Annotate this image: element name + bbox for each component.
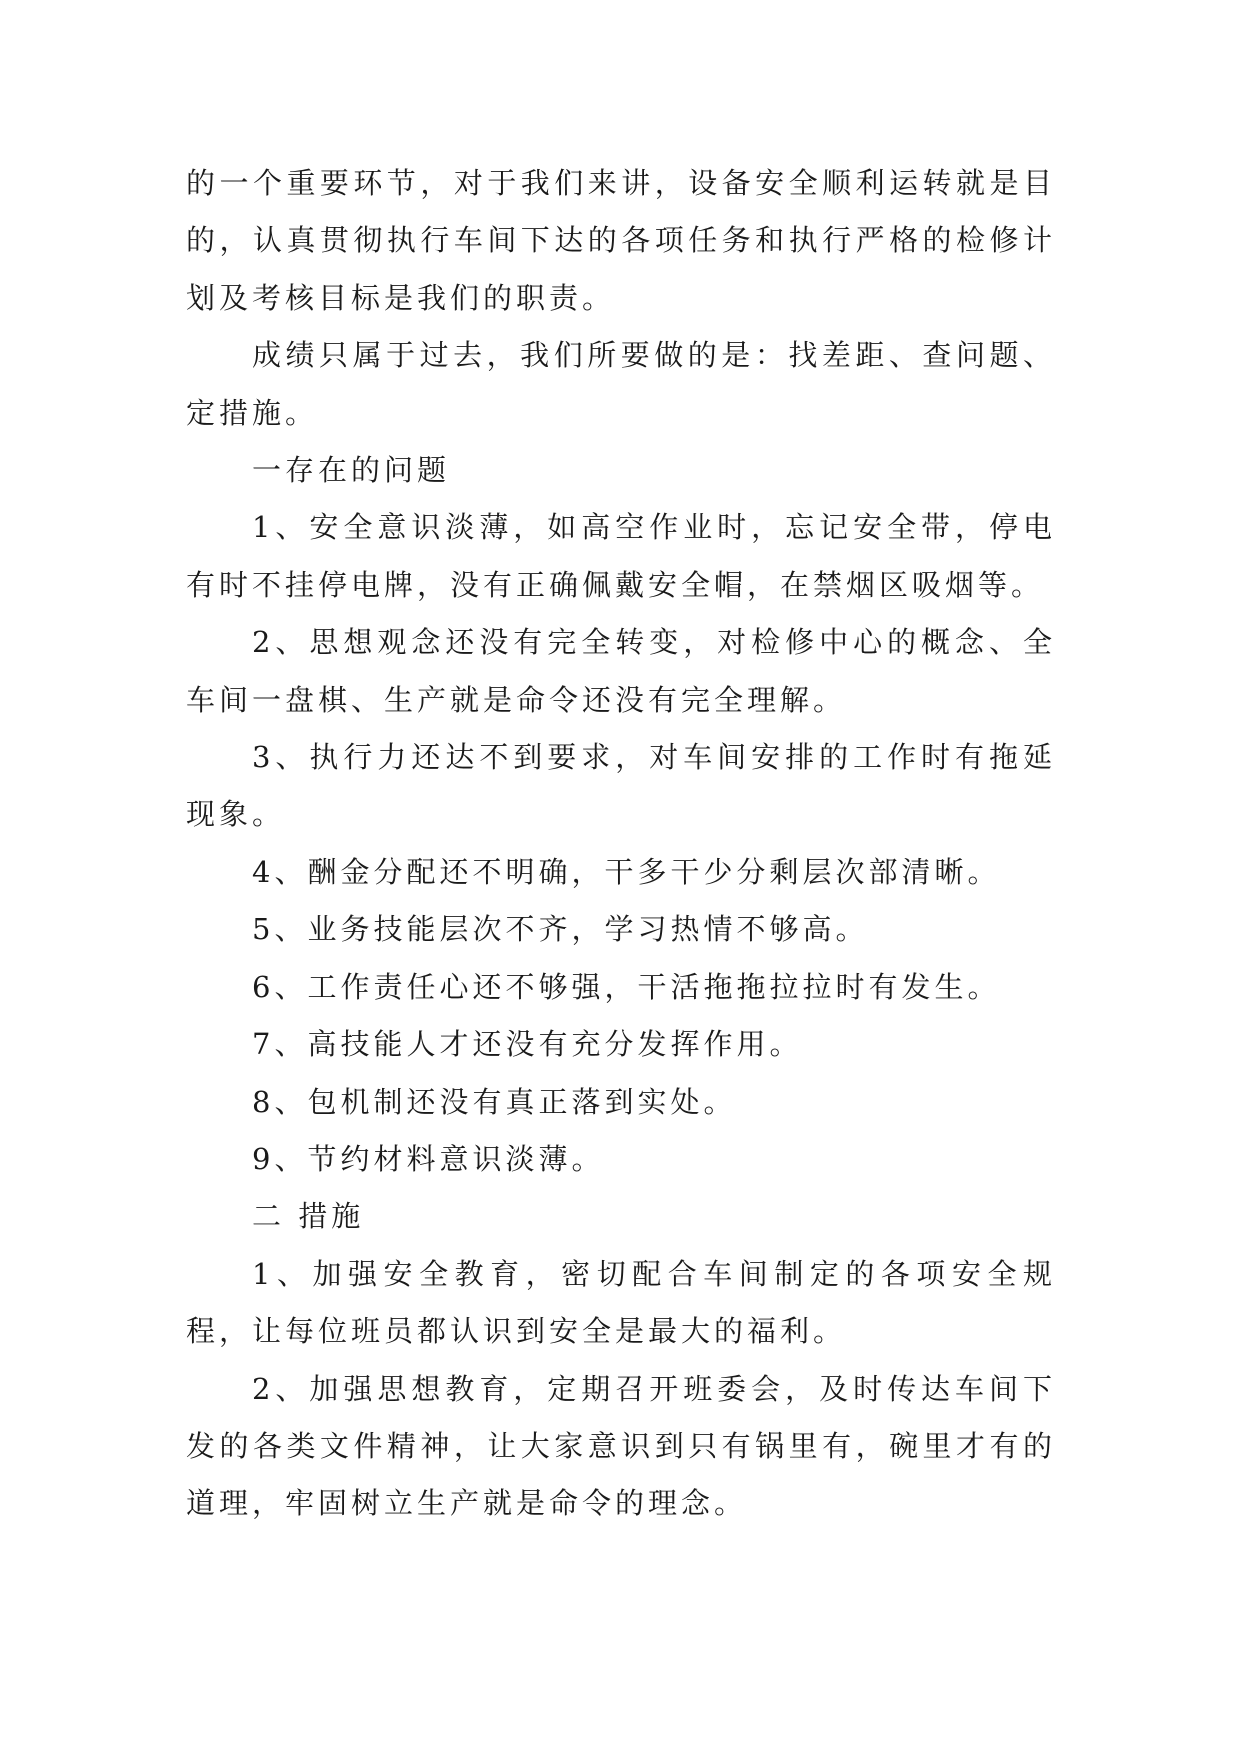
section-heading-problems: 一存在的问题 xyxy=(252,453,451,488)
problem-item-1: 1、安全意识淡薄，如高空作业时，忘记安全带，停电有时不挂停电牌，没有正确佩戴安全帽，在禁烟区吸烟等。 xyxy=(186,510,1056,602)
problem-item-2: 2、思想观念还没有完全转变，对检修中心的概念、全车间一盘棋、生产就是命令还没有完全理解。 xyxy=(186,625,1056,717)
problem-item-5: 5、业务技能层次不齐，学习热情不够高。 xyxy=(252,912,869,947)
problem-item-8: 8、包机制还没有真正落到实处。 xyxy=(252,1084,737,1119)
paragraph-summary: 成绩只属于过去，我们所要做的是：找差距、查问题、定措施。 xyxy=(186,338,1056,430)
problem-item-6: 6、工作责任心还不够强，干活拖拖拉拉时有发生。 xyxy=(252,969,1001,1004)
measure-item-1: 1、加强安全教育，密切配合车间制定的各项安全规程，让每位班员都认识到安全是最大的福利。 xyxy=(186,1256,1056,1349)
document-body xyxy=(186,155,1056,1533)
problem-item-4: 4、酬金分配还不明确，干多干少分剩层次部清晰。 xyxy=(252,854,1001,889)
problem-item-3: 3、执行力还达不到要求，对车间安排的工作时有拖延现象。 xyxy=(186,740,1056,832)
paragraph-continuation: 的一个重要环节，对于我们来讲，设备安全顺利运转就是目的，认真贯彻执行车间下达的各项任务和执行严格的检修计划及考核目标是我们的职责。 xyxy=(186,166,1056,315)
problem-item-9: 9、节约材料意识淡薄。 xyxy=(252,1141,605,1176)
measure-item-2: 2、加强思想教育，定期召开班委会，及时传达车间下发的各类文件精神，让大家意识到只有锅里有，碗里才有的道理，牢固树立生产就是命令的理念。 xyxy=(186,1371,1056,1521)
section-heading-measures: 二 措施 xyxy=(252,1199,365,1234)
problem-item-7: 7、高技能人才还没有充分发挥作用。 xyxy=(252,1027,803,1062)
